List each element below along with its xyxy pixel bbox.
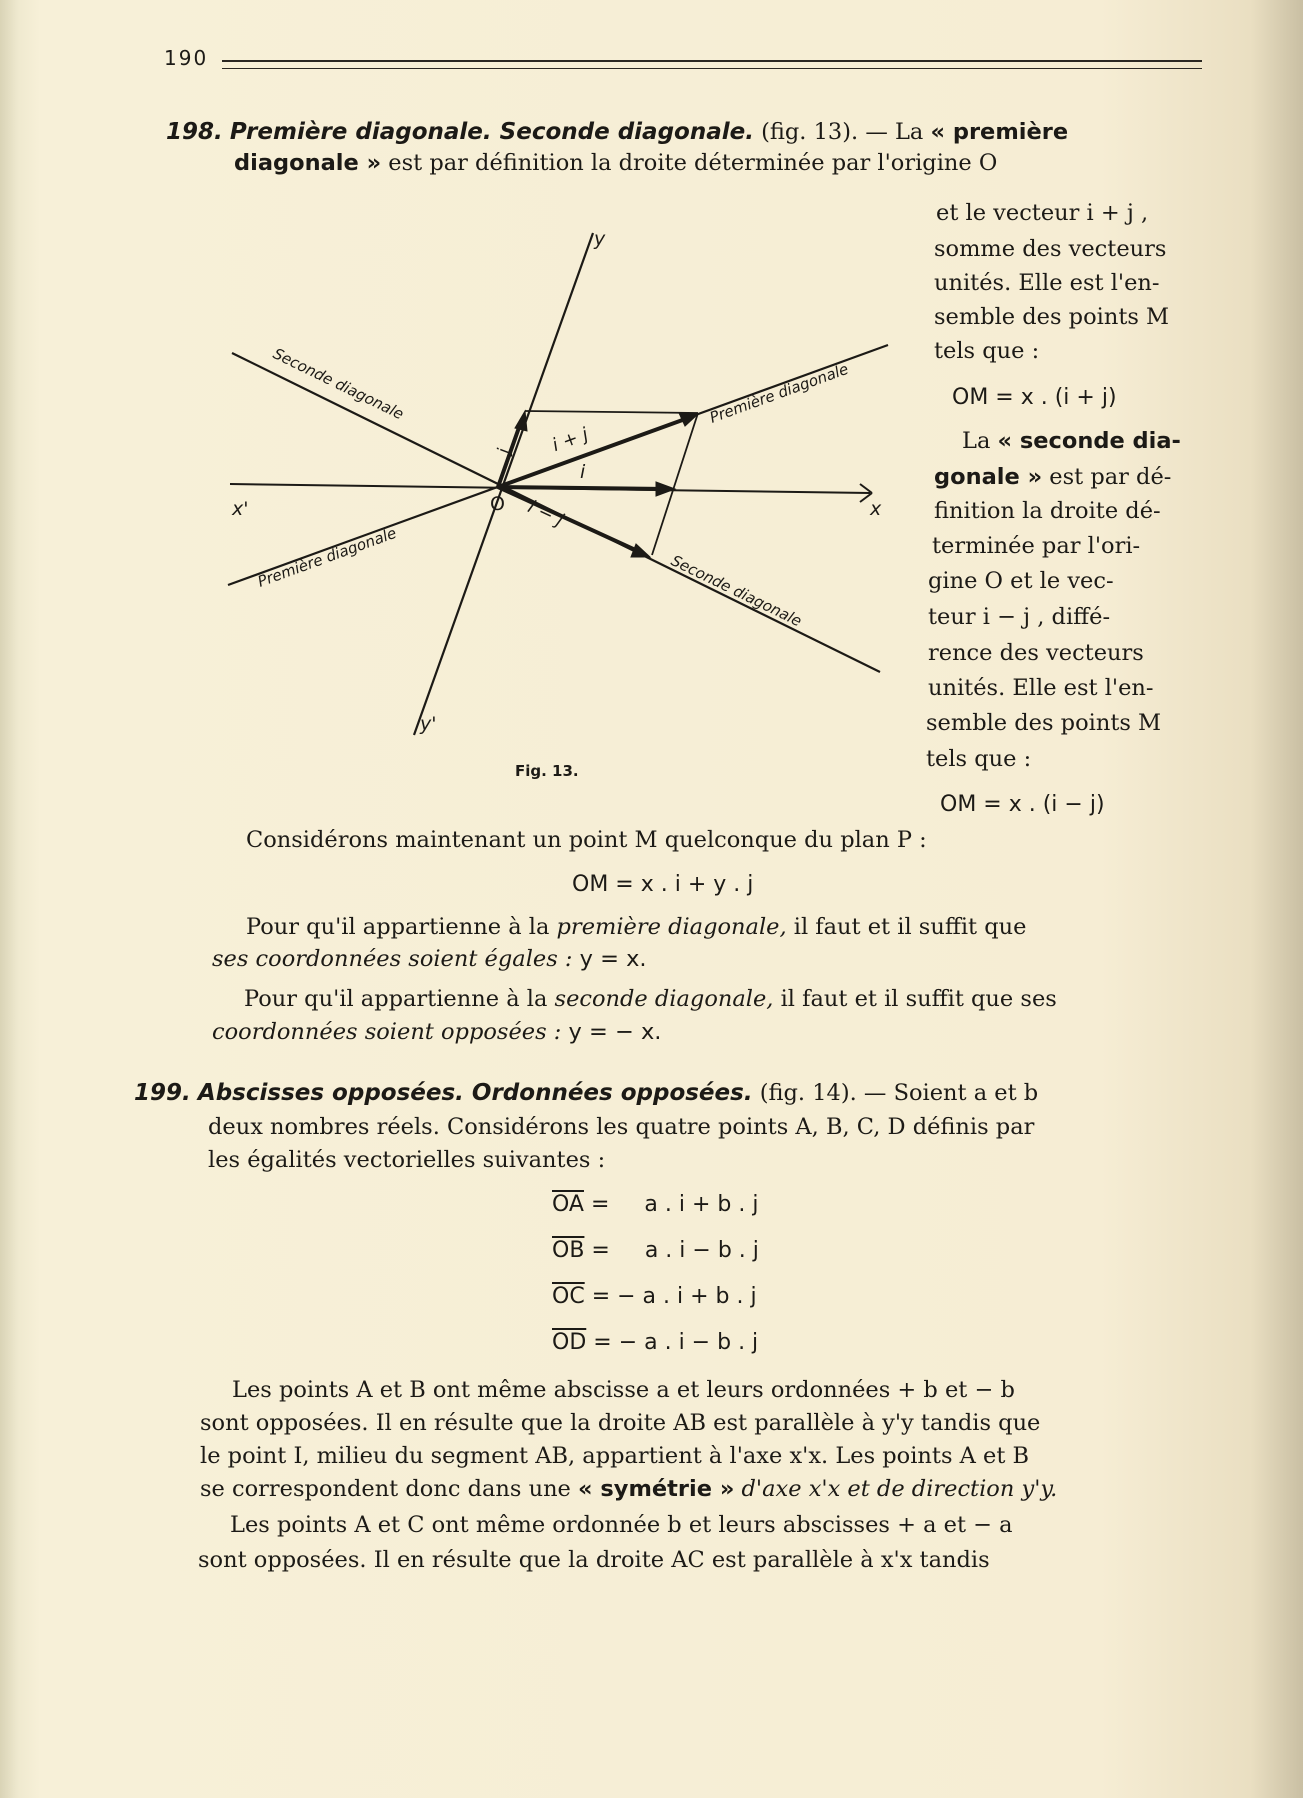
label-origin: O (490, 493, 505, 515)
label-vec-i: i (580, 461, 586, 483)
body-line (212, 944, 647, 974)
right-line: tels que : (926, 746, 1032, 772)
text-italic: coordonnées soient opposées : (212, 1019, 562, 1045)
label-x-prime: x' (232, 498, 249, 520)
figure-13-diagram (220, 225, 900, 755)
right-line (934, 462, 1171, 492)
text: Pour qu'il appartienne à la (244, 986, 548, 1012)
body-line (234, 148, 997, 178)
text: est par dé- (1049, 464, 1172, 490)
body-line: Considérons maintenant un point M quelconque du plan P : (246, 827, 927, 853)
body-line (212, 1017, 661, 1047)
equation-inline: y = x. (579, 946, 647, 972)
equation-inline: y = − x. (568, 1019, 662, 1045)
equation-od (552, 1330, 758, 1355)
x-arrow-tip (860, 484, 872, 493)
body-line: les égalités vectorielles suivantes : (208, 1147, 606, 1173)
right-line: terminée par l'ori- (932, 533, 1141, 559)
section-199-heading (134, 1078, 1038, 1108)
header-rule-thin (222, 68, 1202, 69)
text-italic: première diagonale, (556, 914, 787, 940)
equation-oa (552, 1192, 758, 1217)
page-number: 190 (164, 46, 209, 70)
figure-reference: (fig. 13). — La (761, 119, 924, 145)
body-line: deux nombres réels. Considérons les quatre points A, B, C, D définis par (208, 1114, 1035, 1140)
term-seconde: « seconde dia- (997, 428, 1181, 454)
equation-oc (552, 1284, 757, 1309)
right-line: semble des points M (934, 304, 1170, 330)
label-x: x (870, 498, 882, 520)
right-line: et le vecteur i + j , (936, 200, 1149, 226)
section-title: Première diagonale. Seconde diagonale. (229, 119, 754, 145)
equation-rhs: = a . i − b . j (591, 1238, 759, 1263)
equation-om-first: OM = x . (i + j) (952, 385, 1117, 410)
term-gonale: gonale » (934, 464, 1043, 490)
label-y-prime: y' (420, 713, 437, 735)
vector-i-minus-j-arrow (498, 487, 640, 552)
right-line: finition la droite dé- (934, 498, 1161, 524)
label-seconde-diagonale-left: Seconde diagonale (270, 344, 407, 424)
term-premiere: « première (930, 119, 1069, 145)
right-line: somme des vecteurs (934, 236, 1167, 262)
right-line: rence des vecteurs (928, 640, 1144, 666)
text: il faut et il suffit que (793, 914, 1027, 940)
body-line: Les points A et B ont même abscisse a et leurs ordonnées + b et − b (232, 1377, 1015, 1403)
text: il faut et il suffit que ses (780, 986, 1057, 1012)
right-line: teur i − j , diffé- (928, 604, 1111, 630)
right-line: semble des points M (926, 710, 1162, 736)
text: Pour qu'il appartienne à la (246, 914, 550, 940)
right-line: unités. Elle est l'en- (928, 675, 1154, 701)
body-line (200, 1474, 1057, 1504)
text-italic: seconde diagonale, (554, 986, 774, 1012)
body-line: le point I, milieu du segment AB, appartient à l'axe x'x. Les points A et B (200, 1443, 1030, 1469)
right-line: unités. Elle est l'en- (934, 270, 1160, 296)
body-line (244, 984, 1057, 1014)
text: est par définition la droite déterminée par l'origine O (388, 150, 998, 176)
equation-lhs: $\overline{OD}$ (552, 1330, 587, 1355)
equation-rhs: = − a . i − b . j (593, 1330, 759, 1355)
label-premiere-diagonale-right: Première diagonale (707, 359, 851, 427)
parallelogram-top (525, 411, 698, 413)
text-italic: ses coordonnées soient égales : (212, 946, 573, 972)
equation-om-general: OM = x . i + y . j (572, 872, 754, 897)
right-line: tels que : (934, 338, 1040, 364)
right-line (962, 426, 1181, 456)
label-vec-j: j (494, 447, 515, 456)
body-line: Les points A et C ont même ordonnée b et leurs abscisses + a et − a (230, 1512, 1013, 1538)
equation-lhs: $\overline{OA}$ (552, 1192, 584, 1217)
right-line: gine O et le vec- (928, 568, 1114, 594)
section-number: 198. (166, 119, 223, 145)
header-rule (222, 60, 1202, 62)
equation-om-second: OM = x . (i − j) (940, 792, 1105, 817)
label-premiere-diagonale-left: Première diagonale (255, 523, 399, 591)
label-vec-i-minus-j: i − j (524, 496, 567, 532)
figure-caption-text: Fig. 13. (515, 762, 579, 780)
equation-lhs: $\overline{OC}$ (552, 1284, 585, 1309)
body-line: sont opposées. Il en résulte que la droite AB est parallèle à y'y tandis que (200, 1410, 1041, 1436)
body-line (246, 912, 1026, 942)
text-italic: d'axe x'x et de direction y'y. (741, 1476, 1058, 1502)
equation-ob (552, 1238, 759, 1263)
equation-lhs: $\overline{OB}$ (552, 1238, 585, 1263)
vector-i-arrow (498, 487, 668, 489)
body-line: sont opposées. Il en résulte que la droite AC est parallèle à x'x tandis (198, 1547, 990, 1573)
section-198-heading (166, 117, 1068, 147)
section-number: 199. (134, 1080, 191, 1106)
label-seconde-diagonale-right: Seconde diagonale (668, 551, 805, 631)
text: se correspondent donc dans une (200, 1476, 571, 1502)
label-y: y (594, 228, 606, 250)
section-title: Abscisses opposées. Ordonnées opposées. (197, 1080, 753, 1106)
arrowhead (631, 544, 650, 557)
equation-rhs: = a . i + b . j (590, 1192, 759, 1217)
label-vec-i-plus-j: i + j (549, 423, 592, 457)
arrowhead (515, 411, 527, 431)
term-diagonale: diagonale » (234, 150, 382, 176)
term-symetrie: « symétrie » (578, 1476, 735, 1502)
equation-rhs: = − a . i + b . j (591, 1284, 757, 1309)
text: La (962, 428, 991, 454)
figure-reference: (fig. 14). — Soient a et b (759, 1080, 1039, 1106)
